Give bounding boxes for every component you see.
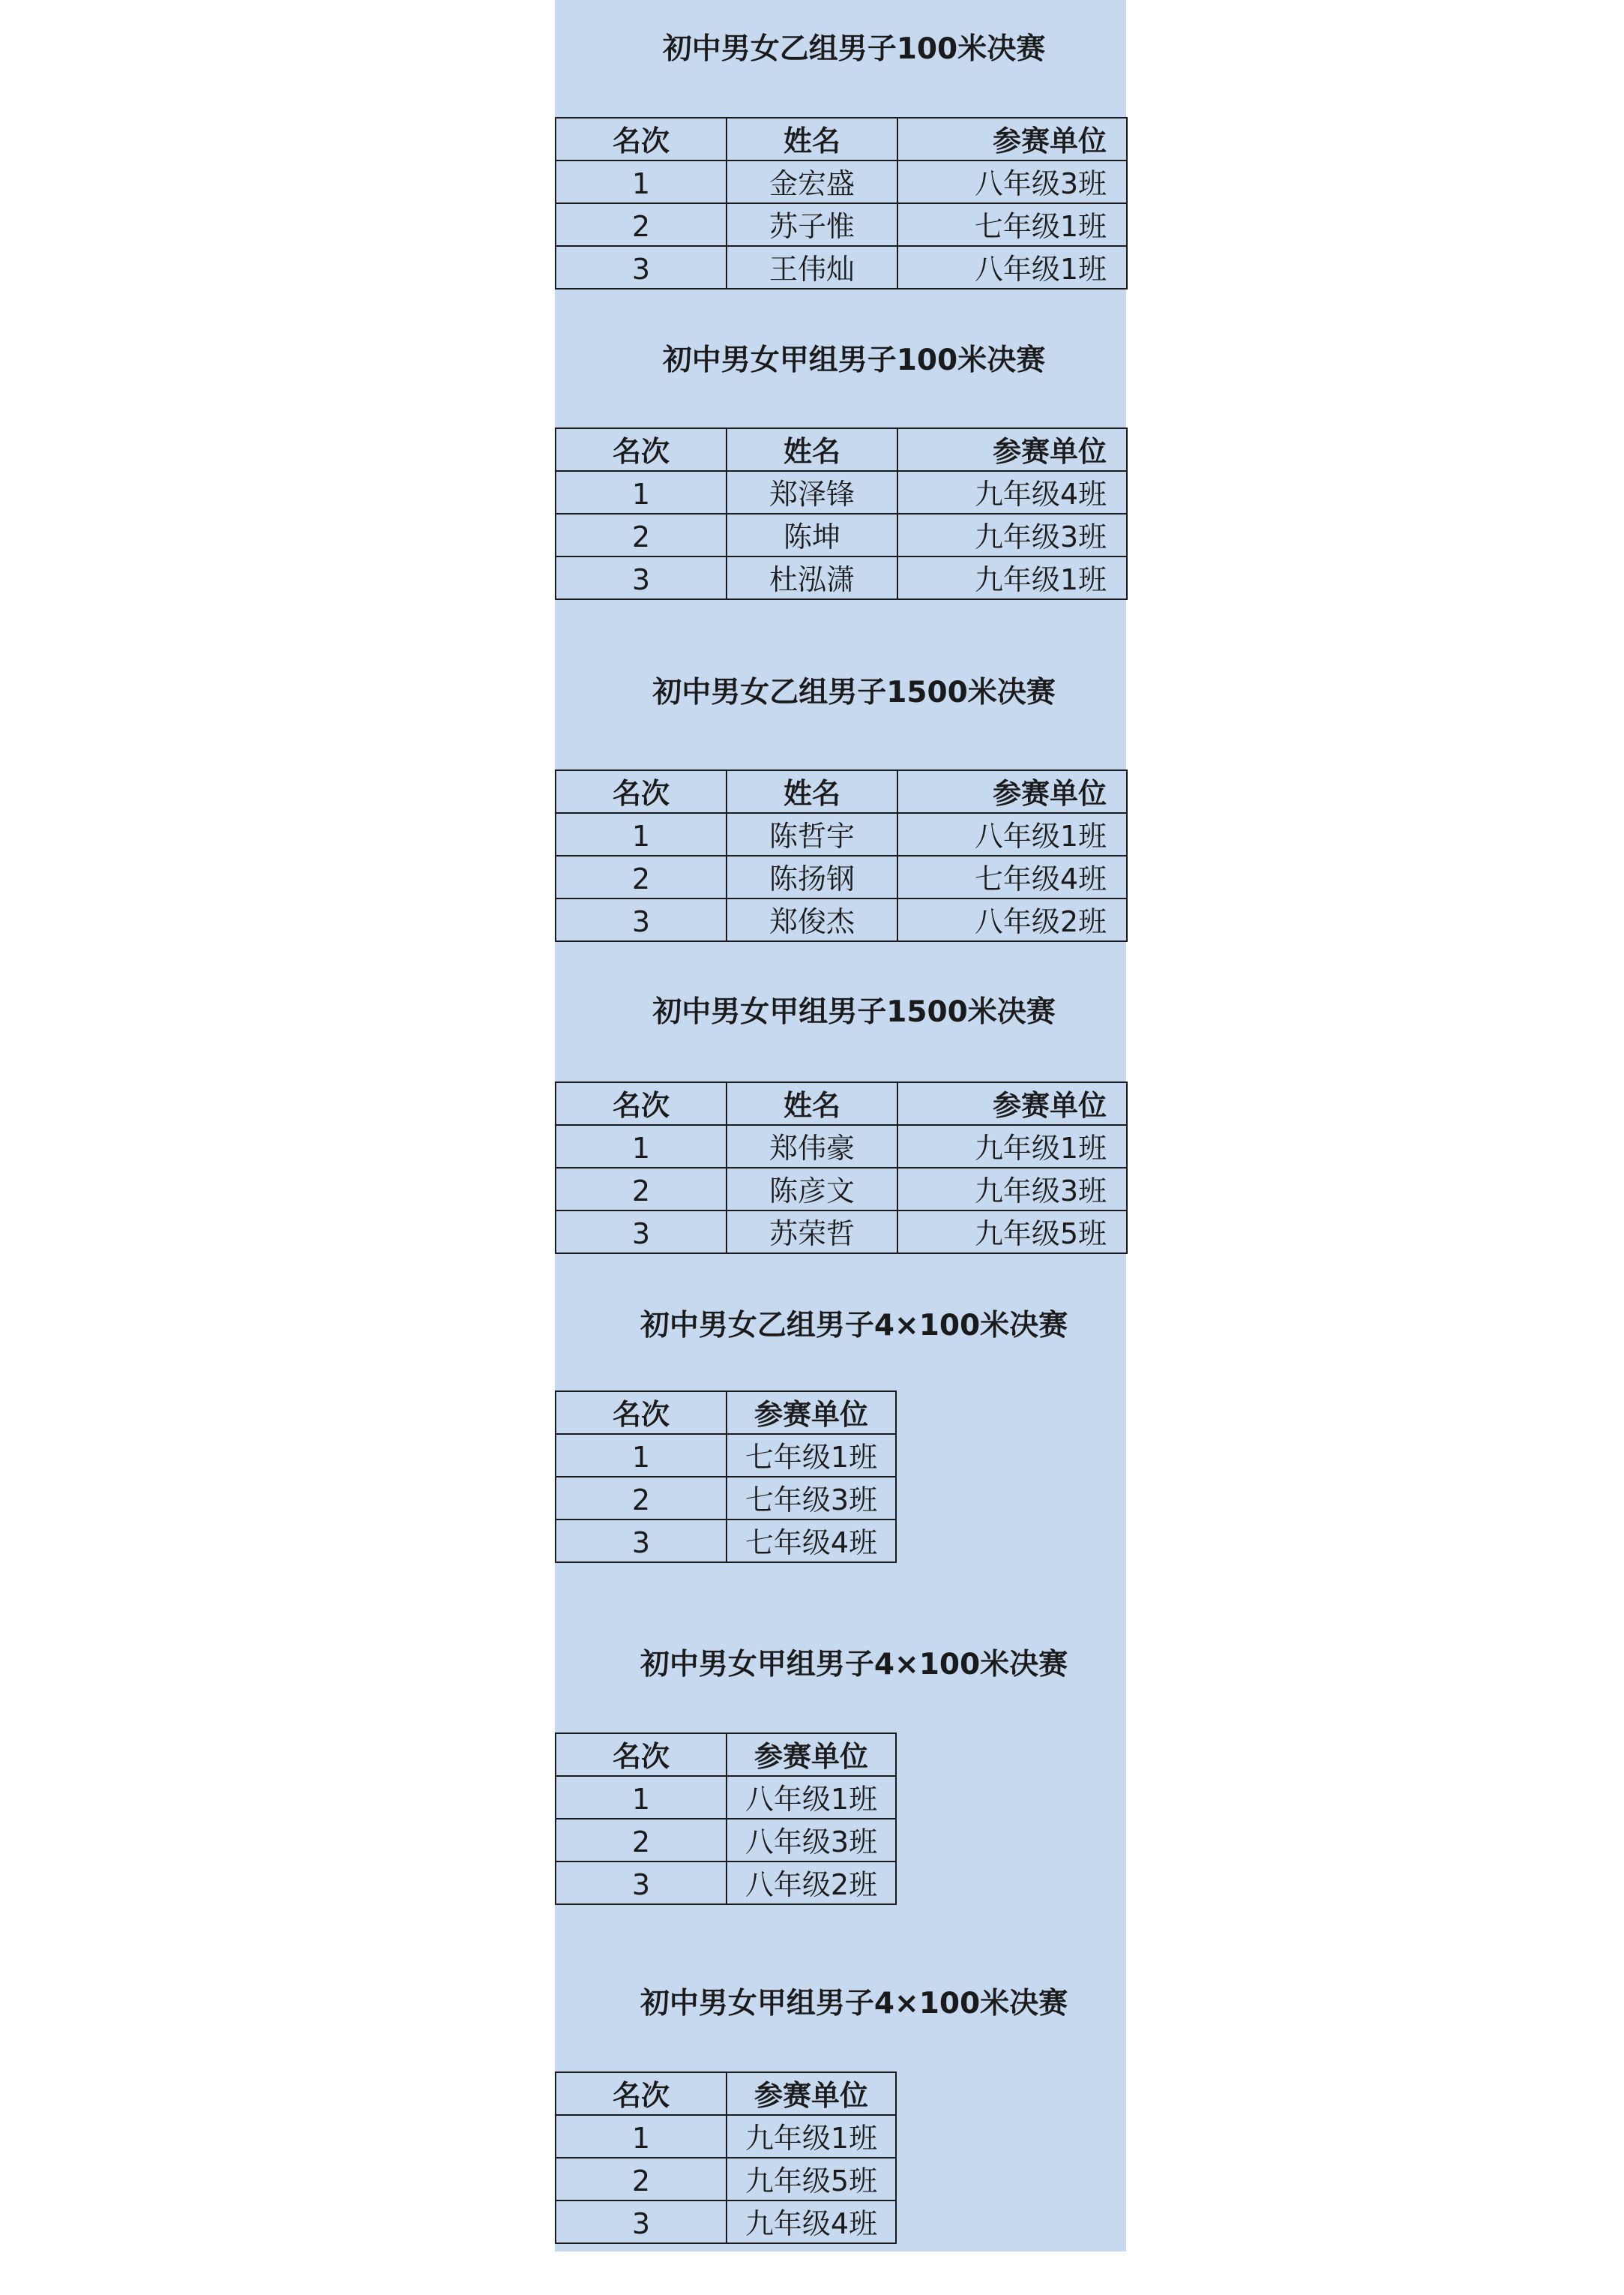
name-cell: 苏荣哲	[727, 1210, 897, 1253]
table-header-row	[556, 770, 1127, 813]
rank-cell: 1	[556, 160, 727, 203]
results-table	[555, 428, 1128, 600]
event-title: 初中男女甲组男子4×100米决赛	[640, 1987, 1068, 2020]
table-header-row	[556, 1082, 1127, 1125]
table-row	[556, 1125, 1127, 1168]
rank-cell: 2	[556, 856, 727, 898]
column-header-rank: 名次	[556, 770, 727, 813]
table-row	[556, 160, 1127, 203]
unit-cell: 九年级3班	[897, 1168, 1127, 1210]
rank-cell: 2	[556, 203, 727, 246]
column-header-name: 姓名	[727, 428, 897, 471]
table-row	[556, 203, 1127, 246]
unit-cell: 八年级2班	[727, 1862, 896, 1904]
column-header-rank: 名次	[556, 428, 727, 471]
rank-cell: 1	[556, 2115, 727, 2158]
event-block	[555, 1578, 1126, 1916]
name-cell: 苏子惟	[727, 203, 897, 246]
column-header-unit: 参赛单位	[727, 1733, 896, 1776]
table-row	[556, 856, 1127, 898]
name-cell: 杜泓潇	[727, 556, 897, 599]
column-header-unit: 参赛单位	[727, 1391, 896, 1434]
table-row	[556, 471, 1127, 514]
event-block	[555, 622, 1126, 952]
event-block	[555, 1262, 1126, 1576]
event-title: 初中男女乙组男子100米决赛	[662, 32, 1046, 66]
unit-cell: 九年级3班	[897, 514, 1127, 556]
name-cell: 金宏盛	[727, 160, 897, 203]
table-header-row	[556, 428, 1127, 471]
name-cell: 陈哲宇	[727, 813, 897, 856]
unit-cell: 七年级4班	[727, 1520, 896, 1562]
table-row	[556, 2200, 896, 2243]
event-block	[555, 1917, 1126, 2252]
rank-cell: 3	[556, 246, 727, 289]
column-header-rank: 名次	[556, 1733, 727, 1776]
table-row	[556, 514, 1127, 556]
results-table	[555, 1732, 897, 1905]
column-header-name: 姓名	[727, 118, 897, 160]
name-cell: 陈坤	[727, 514, 897, 556]
rank-cell: 3	[556, 1520, 727, 1562]
table-row	[556, 1168, 1127, 1210]
event-title: 初中男女乙组男子4×100米决赛	[640, 1309, 1068, 1342]
unit-cell: 九年级1班	[727, 2115, 896, 2158]
unit-cell: 八年级2班	[897, 898, 1127, 941]
event-title: 初中男女乙组男子1500米决赛	[652, 676, 1056, 710]
column-header-rank: 名次	[556, 1082, 727, 1125]
event-title: 初中男女甲组男子1500米决赛	[652, 995, 1056, 1029]
column-header-unit: 参赛单位	[897, 428, 1127, 471]
results-sheet	[555, 0, 1126, 2252]
unit-cell: 八年级1班	[897, 813, 1127, 856]
table-row	[556, 1819, 896, 1862]
table-row	[556, 1862, 896, 1904]
unit-cell: 七年级3班	[727, 1477, 896, 1520]
unit-cell: 八年级3班	[897, 160, 1127, 203]
table-row	[556, 556, 1127, 599]
rank-cell: 2	[556, 514, 727, 556]
rank-cell: 2	[556, 1819, 727, 1862]
column-header-name: 姓名	[727, 1082, 897, 1125]
rank-cell: 1	[556, 1125, 727, 1168]
rank-cell: 3	[556, 1862, 727, 1904]
name-cell: 陈彦文	[727, 1168, 897, 1210]
table-row	[556, 813, 1127, 856]
column-header-unit: 参赛单位	[727, 2072, 896, 2115]
rank-cell: 3	[556, 898, 727, 941]
column-header-rank: 名次	[556, 2072, 727, 2115]
name-cell: 郑伟豪	[727, 1125, 897, 1168]
rank-cell: 3	[556, 1210, 727, 1253]
unit-cell: 八年级3班	[727, 1819, 896, 1862]
table-row	[556, 1520, 896, 1562]
results-table	[555, 1390, 897, 1563]
unit-cell: 九年级4班	[897, 471, 1127, 514]
table-row	[556, 1210, 1127, 1253]
unit-cell: 九年级5班	[727, 2158, 896, 2200]
column-header-rank: 名次	[556, 1391, 727, 1434]
event-block	[555, 0, 1126, 300]
rank-cell: 3	[556, 556, 727, 599]
unit-cell: 九年级4班	[727, 2200, 896, 2243]
table-row	[556, 1434, 896, 1477]
unit-cell: 九年级1班	[897, 1125, 1127, 1168]
table-row	[556, 898, 1127, 941]
unit-cell: 八年级1班	[897, 246, 1127, 289]
unit-cell: 九年级5班	[897, 1210, 1127, 1253]
unit-cell: 七年级1班	[727, 1434, 896, 1477]
unit-cell: 八年级1班	[727, 1776, 896, 1819]
results-table	[555, 1082, 1128, 1254]
table-row	[556, 1776, 896, 1819]
event-block	[555, 310, 1126, 610]
results-table	[555, 770, 1128, 942]
table-header-row	[556, 118, 1127, 160]
name-cell: 王伟灿	[727, 246, 897, 289]
unit-cell: 七年级1班	[897, 203, 1127, 246]
column-header-name: 姓名	[727, 770, 897, 813]
event-title: 初中男女甲组男子100米决赛	[662, 344, 1046, 377]
rank-cell: 2	[556, 1477, 727, 1520]
name-cell: 郑泽锋	[727, 471, 897, 514]
column-header-rank: 名次	[556, 118, 727, 160]
rank-cell: 2	[556, 1168, 727, 1210]
rank-cell: 1	[556, 813, 727, 856]
table-row	[556, 2115, 896, 2158]
column-header-unit: 参赛单位	[897, 770, 1127, 813]
results-table	[555, 117, 1128, 290]
table-header-row	[556, 1391, 896, 1434]
rank-cell: 1	[556, 471, 727, 514]
column-header-unit: 参赛单位	[897, 1082, 1127, 1125]
rank-cell: 2	[556, 2158, 727, 2200]
event-title: 初中男女甲组男子4×100米决赛	[640, 1648, 1068, 1682]
name-cell: 郑俊杰	[727, 898, 897, 941]
rank-cell: 3	[556, 2200, 727, 2243]
table-row	[556, 246, 1127, 289]
table-header-row	[556, 2072, 896, 2115]
rank-cell: 1	[556, 1434, 727, 1477]
table-row	[556, 2158, 896, 2200]
name-cell: 陈扬钢	[727, 856, 897, 898]
unit-cell: 九年级1班	[897, 556, 1127, 599]
event-block	[555, 952, 1126, 1252]
table-row	[556, 1477, 896, 1520]
unit-cell: 七年级4班	[897, 856, 1127, 898]
results-table	[555, 2072, 897, 2244]
table-header-row	[556, 1733, 896, 1776]
rank-cell: 1	[556, 1776, 727, 1819]
column-header-unit: 参赛单位	[897, 118, 1127, 160]
